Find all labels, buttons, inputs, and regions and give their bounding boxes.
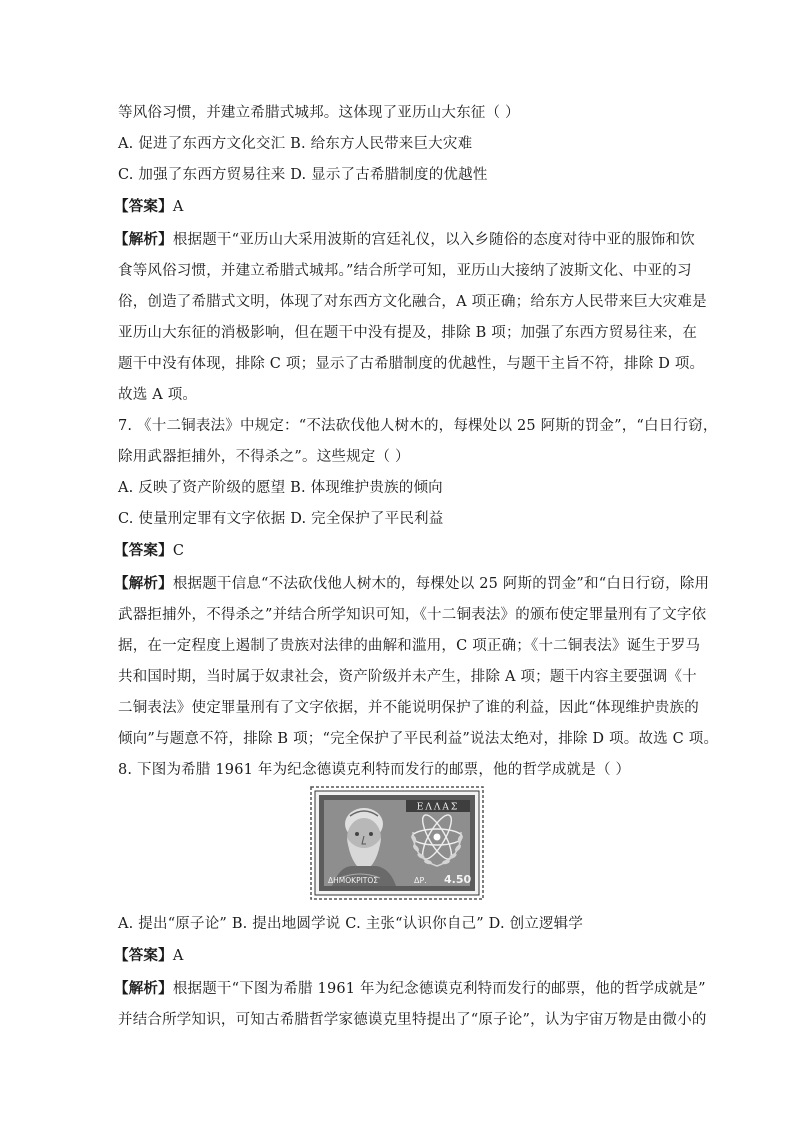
q7-stem-line-1: 7. 《十二铜表法》中规定：“不法砍伐他人树木的，每棵处以 25 阿斯的罚金”，“白日行窃，: [118, 418, 718, 434]
q7-answer: [114, 541, 184, 561]
q8-analysis-line-2: 并结合所学知识，可知古希腊哲学家德谟克里特提出了“原子论”，认为宇宙万物是由微小的: [118, 1012, 707, 1028]
analysis-label: 【解析】: [114, 576, 173, 592]
q7-analysis-line-3: 据，在一定程度上遏制了贵族对法律的曲解和滥用，C 项正确；《十二铜表法》诞生于罗马: [118, 638, 701, 654]
q6-answer: [114, 197, 183, 217]
analysis-text: 根据题干“亚历山大采用波斯的宫廷礼仪，以入乡随俗的态度对待中亚的服饰和饮: [172, 232, 695, 248]
q7-options-ab: A. 反映了资产阶级的愿望 B. 体现维护贵族的倾向: [118, 480, 443, 496]
q7-analysis-line-6: 倾向”与题意不符，排除 B 项；“完全保护了平民利益”说法太绝对，排除 D 项。故选 C 项。: [118, 731, 719, 747]
stamp-country: ΕΛΛΑΣ: [416, 802, 460, 813]
q6-analysis-line-2: 食等风俗习惯，并建立希腊式城邦。”结合所学可知，亚历山大接纳了波斯文化、中亚的习: [118, 263, 692, 279]
democritus-stamp-image: [310, 786, 484, 900]
q8-answer: [114, 946, 183, 966]
q6-analysis-line-3: 俗，创造了希腊式文明，体现了对东西方文化融合，A 项正确；给东方人民带来巨大灾难是: [118, 294, 707, 310]
stamp-currency: ΔΡ.: [414, 876, 427, 885]
q7-analysis-line-5: 二铜表法》使定罪量刑有了文字依据，并不能说明保护了谁的利益，因此“体现维护贵族的: [118, 700, 699, 716]
q8-analysis-line-1: [114, 979, 706, 999]
q6-analysis-line-4: 亚历山大东征的消极影响，但在题干中没有提及，排除 B 项；加强了东西方贸易往来，在: [118, 325, 698, 341]
q6-analysis-line-6: 故选 A 项。: [118, 387, 198, 403]
analysis-text: 根据题干“下图为希腊 1961 年为纪念德谟克利特而发行的邮票，他的哲学成就是”: [172, 981, 706, 997]
analysis-label: 【解析】: [114, 232, 173, 248]
answer-label: 【答案】: [114, 543, 173, 559]
q8-stem: 8. 下图为希腊 1961 年为纪念德谟克利特而发行的邮票，他的哲学成就是（ ）: [118, 762, 631, 778]
answer-label: 【答案】: [114, 199, 173, 215]
q6-analysis-line-1: [114, 230, 695, 250]
stamp-name: ΔΗΜΟΚΡΙΤΟΣ: [328, 876, 379, 885]
q7-options-cd: C. 使量刑定罪有文字依据 D. 完全保护了平民利益: [118, 511, 444, 527]
q7-analysis-line-2: 武器拒捕外，不得杀之”并结合所学知识可知，《十二铜表法》的颁布使定罪量刑有了文字依: [118, 607, 707, 623]
q6-options-ab: A. 促进了东西方文化交汇 B. 给东方人民带来巨大灾难: [118, 136, 473, 152]
q8-options: A. 提出“原子论” B. 提出地圆学说 C. 主张“认识你自己” D. 创立逻辑学: [118, 916, 584, 932]
q7-analysis-line-4: 共和国时期，当时属于奴隶社会，资产阶级并未产生，排除 A 项；题干内容主要强调《十: [118, 669, 697, 685]
answer-value: A: [172, 948, 184, 964]
analysis-text: 根据题干信息“不法砍伐他人树木的，每棵处以 25 阿斯的罚金”和“白日行窃，除用: [172, 576, 710, 592]
answer-label: 【答案】: [114, 948, 173, 964]
stamp-value: 4.50: [444, 873, 472, 886]
q7-analysis-line-1: [114, 574, 709, 594]
answer-value: C: [172, 543, 185, 559]
q7-stem-line-2: 除用武器拒捕外，不得杀之”。这些规定（ ）: [118, 449, 410, 465]
answer-value: A: [172, 199, 184, 215]
q6-stem-tail: 等风俗习惯，并建立希腊式城邦。这体现了亚历山大东征（ ）: [118, 105, 520, 121]
analysis-label: 【解析】: [114, 981, 173, 997]
q6-options-cd: C. 加强了东西方贸易往来 D. 显示了古希腊制度的优越性: [118, 167, 488, 183]
q6-analysis-line-5: 题干中没有体现，排除 C 项；显示了古希腊制度的优越性，与题干主旨不符，排除 D 项。: [118, 356, 705, 372]
